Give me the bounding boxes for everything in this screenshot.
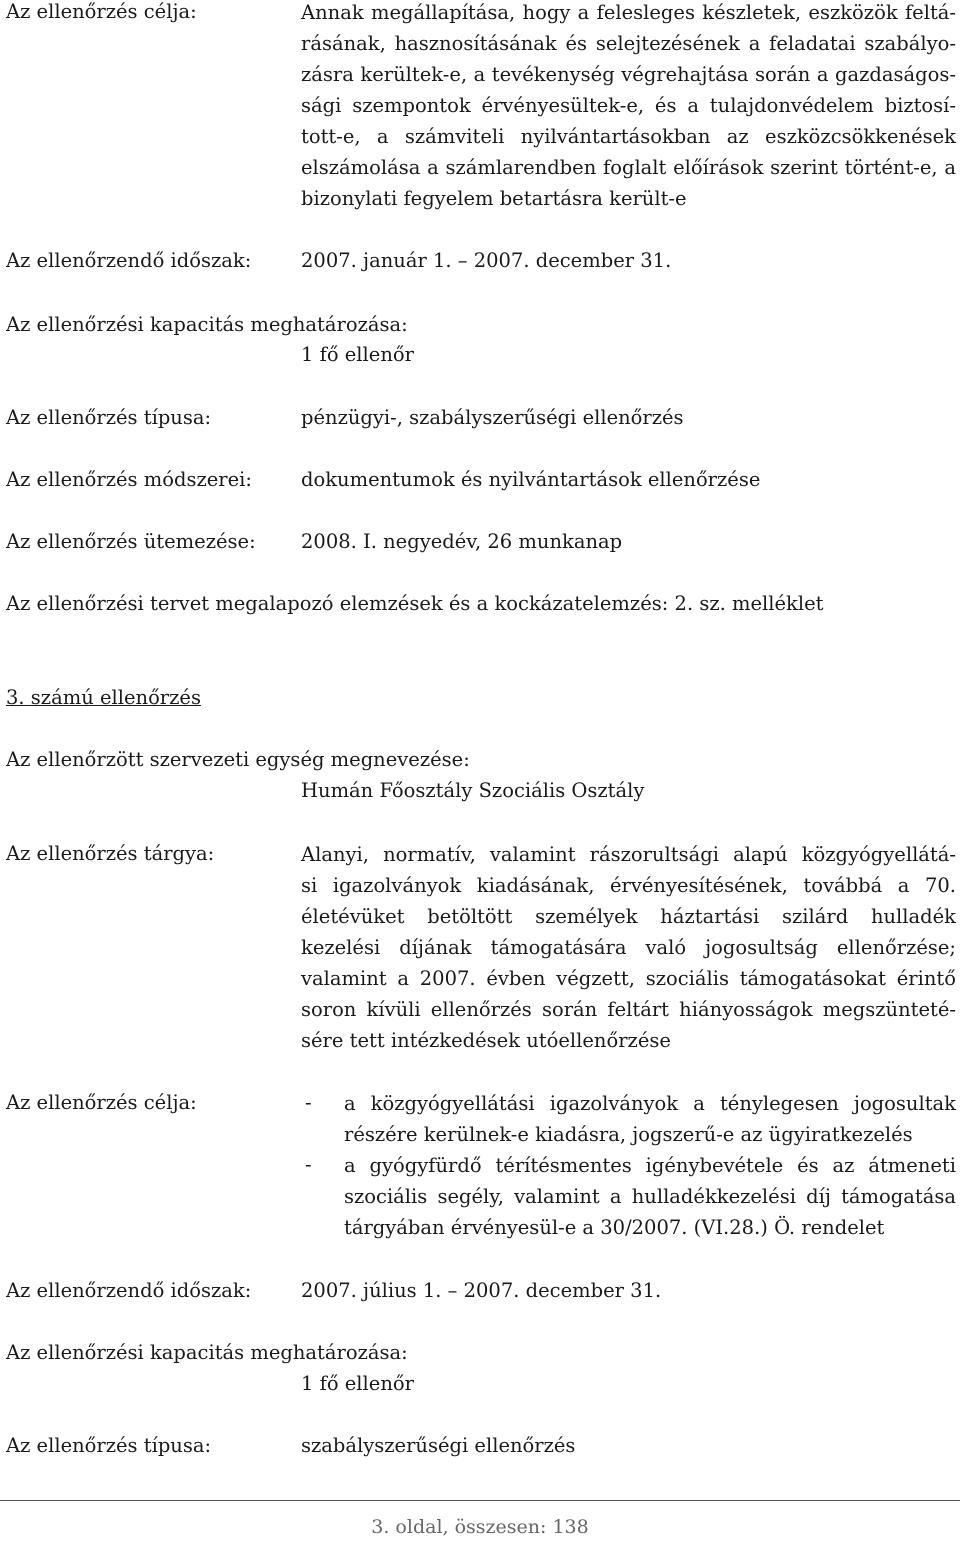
cel-line: bizonylati fegyelem betartásra került-e — [301, 187, 687, 210]
idoszak3-label: Az ellenőrzendő időszak: — [6, 1279, 252, 1302]
elemzes-value: 2. sz. melléklet — [674, 592, 824, 615]
cel-line: rásának, hasznosításának és selejtezésének a feladatai szabályo- — [301, 32, 956, 55]
targy-line: Alanyi, normatív, valamint rászorultsági alapú közgyógyellátá- — [301, 843, 956, 866]
cel-line: zásra kerültek-e, a tevékenység végrehajtása során a gazdaságos- — [301, 63, 956, 86]
utemezes-value: 2008. I. negyedév, 26 munkanap — [301, 530, 623, 553]
kapacitas-label: Az ellenőrzési kapacitás meghatározása: — [6, 313, 408, 336]
cel-line: Annak megállapítása, hogy a felesleges készletek, eszközök feltá- — [301, 1, 956, 24]
cel-line: elszámolása a számlarendben foglalt előírások szerint történt-e, a — [301, 156, 956, 179]
tipus3-label: Az ellenőrzés típusa: — [6, 1434, 212, 1457]
bullet-marker: - — [305, 1153, 312, 1176]
cel-label: Az ellenőrzés célja: — [6, 0, 197, 23]
tipus-value: pénzügyi-, szabályszerűségi ellenőrzés — [301, 406, 684, 429]
idoszak-value: 2007. január 1. – 2007. december 31. — [301, 249, 672, 272]
bullet-line: a gyógyfürdő térítésmentes igénybevétele és az átmeneti — [344, 1154, 956, 1177]
cel-line: tott-e, a számviteli nyilvántartásokban az eszközcsökkenések — [301, 125, 956, 148]
cel-line: sági szempontok érvényesültek-e, és a tulajdonvédelem biztosí- — [301, 94, 956, 117]
idoszak-label: Az ellenőrzendő időszak: — [6, 249, 252, 272]
tipus-label: Az ellenőrzés típusa: — [6, 406, 212, 429]
page-number: 3. oldal, összesen: 138 — [371, 1516, 589, 1538]
bullet-line: részére kerülnek-e kiadásra, jogszerű-e az ügyiratkezelés — [344, 1123, 913, 1146]
targy-line: valamint a 2007. évben végzett, szociális támogatásokat érintő — [301, 967, 956, 990]
targy-paragraph — [301, 839, 956, 1056]
cel3-label: Az ellenőrzés célja: — [6, 1091, 197, 1114]
kapacitas-value: 1 fő ellenőr — [301, 343, 414, 366]
footer-divider — [0, 1500, 960, 1501]
bullet-marker: - — [305, 1091, 312, 1114]
idoszak3-value: 2007. július 1. – 2007. december 31. — [301, 1279, 662, 1302]
bullet-line: szociális segély, valamint a hulladékkezelési díj támogatása — [344, 1185, 956, 1208]
bullet-line: tárgyában érvényesül-e a 30/2007. (VI.28.) Ö. rendelet — [344, 1216, 885, 1239]
kapacitas3-value: 1 fő ellenőr — [301, 1372, 414, 1395]
kapacitas3-label: Az ellenőrzési kapacitás meghatározása: — [6, 1341, 408, 1364]
modszer-label: Az ellenőrzés módszerei: — [6, 468, 252, 491]
egyseg-label: Az ellenőrzött szervezeti egység megnevezése: — [6, 748, 470, 771]
targy-line: életévüket betöltött személyek háztartási szilárd hulladék — [301, 905, 956, 928]
section-heading: 3. számú ellenőrzés — [6, 686, 201, 709]
bullet-item — [344, 1088, 956, 1150]
targy-line: si igazolványok kiadásának, érvényesítésének, továbbá a 70. — [301, 874, 956, 897]
tipus3-value: szabályszerűségi ellenőrzés — [301, 1434, 576, 1457]
targy-label: Az ellenőrzés tárgya: — [6, 842, 215, 865]
targy-line: soron kívüli ellenőrzés során feltárt hiányosságok megszünteté- — [301, 998, 956, 1021]
modszer-value: dokumentumok és nyilvántartások ellenőrzése — [301, 468, 761, 491]
utemezes-label: Az ellenőrzés ütemezése: — [6, 530, 256, 553]
bullet-item — [344, 1150, 956, 1243]
targy-line: sére tett intézkedések utóellenőrzése — [301, 1029, 671, 1052]
elemzes-label: Az ellenőrzési tervet megalapozó elemzések és a kockázatelemzés: — [6, 592, 669, 615]
elemzes-line — [6, 592, 824, 615]
bullet-line: a közgyógyellátási igazolványok a ténylegesen jogosultak — [344, 1092, 956, 1115]
cel-paragraph — [301, 0, 956, 214]
targy-line: kezelési díjának támogatására való jogosultság ellenőrzése; — [301, 936, 956, 959]
egyseg-value: Humán Főosztály Szociális Osztály — [301, 779, 645, 802]
